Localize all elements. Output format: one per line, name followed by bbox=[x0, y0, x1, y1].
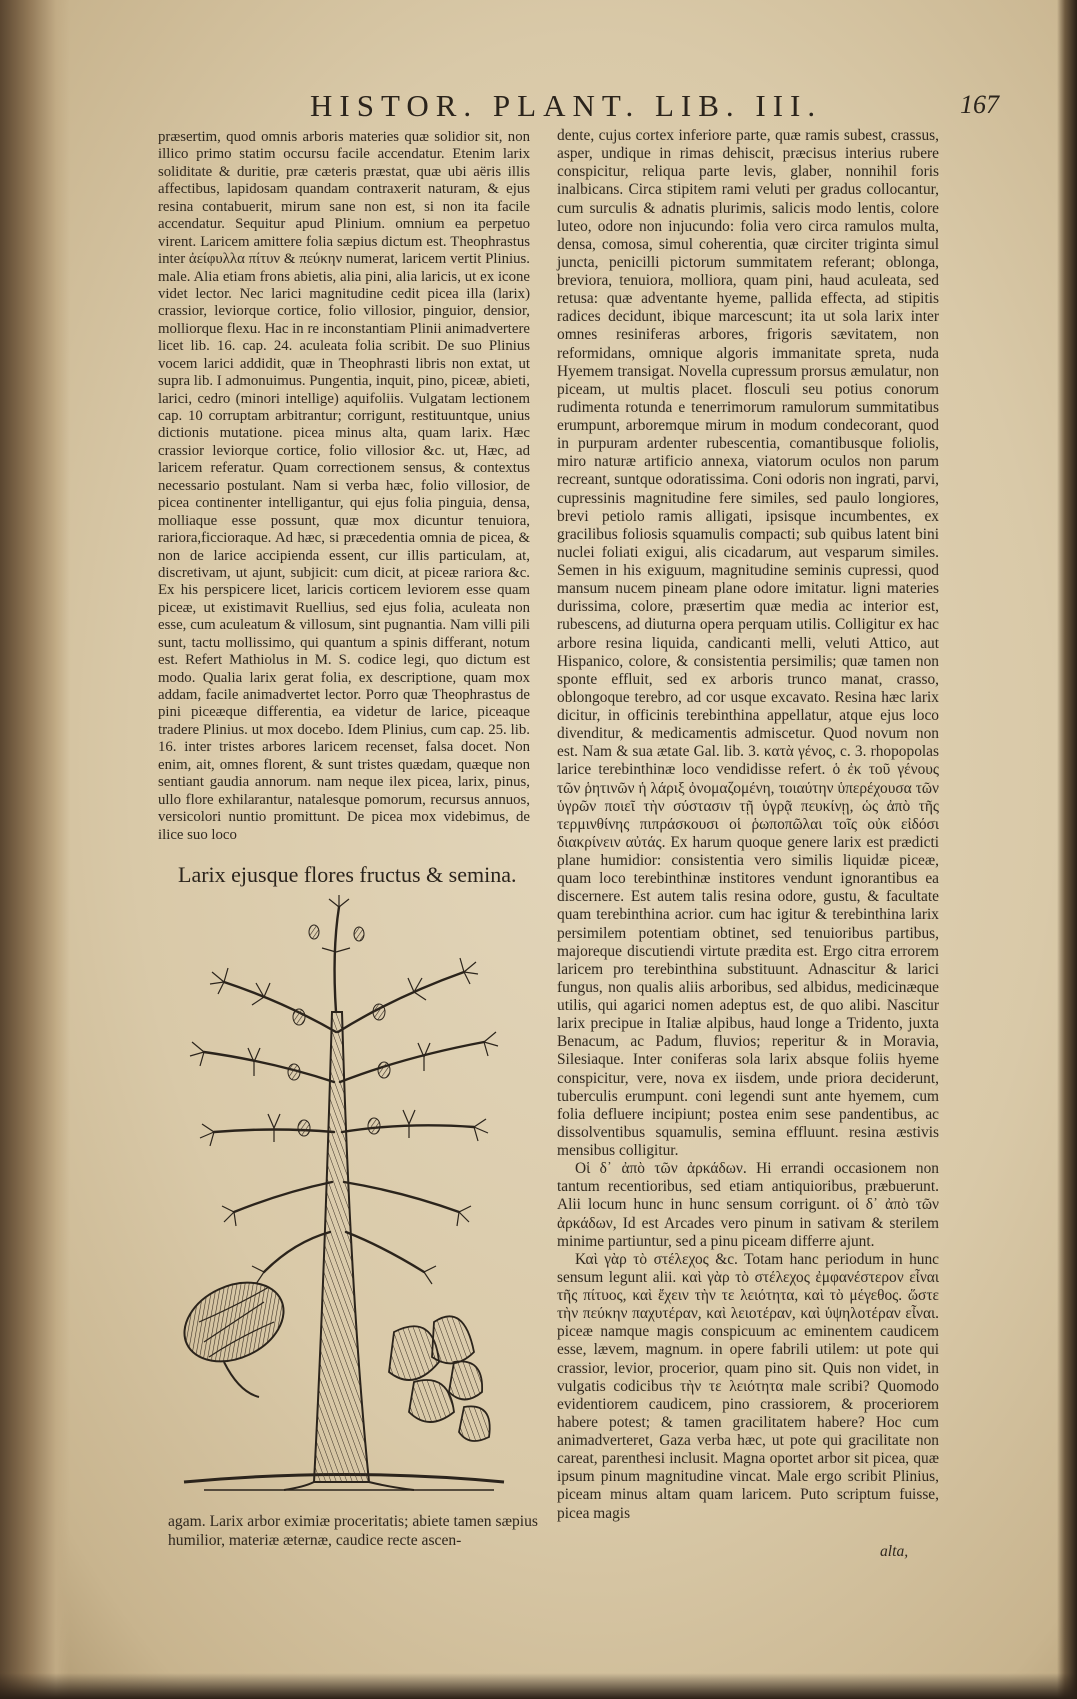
catchword: alta, bbox=[880, 1543, 909, 1560]
right-paragraph-1: dente, cujus cortex inferiore parte, quæ ramis subest, crassus, asper, undique in rimas dehiscit, præcisus interius rubere conspicitur, reliqua parte levis, glaber, nonnihil foris inalbicans. Circa stipitem rami veluti per gradus collocantur, cum surculis & adnatis plurimis, salicis modo lentis, colore luteo, odore non injucundo: folia vero circa ramulos multa, densa, comosa, simul coherentia, quæ circiter triginta simul juncta, penicilli pictorum summitatem referant; oblonga, breviora, tenuiora, molliora, quam pini, haud aculeata, sed retusa: quæ adventante hyeme, pallida effecta, ad stipitis radices decidunt, ibique marcescunt; ita ut sola larix inter omnes resiniferas arbores, frigoris sævitatem, non reformidans, omnique algoris immanitate spreta, nuda Hyemem transigat. Novella cupressum prorsus æmulatur, non piceam, ut multis placet. flosculi seu potius conorum rudimenta rotunda e tenerrimorum ramulorum summitatibus erumpunt, arboremque mirum in modum condecorant, quod in purpuram ardenter rubescentia, comantibusque foliolis, miro naturæ artificio annexa, viatorum oculos non parum recreant, suntque odoratissima. Coni odoris non ingrati, parvi, cupressinis magnitudine fere similes, sed paulo longiores, brevi petiolo ramis alligati, ipsisque incumbentes, ex gracilibus foliosis squamulis compacti; sub quibus latent bini nuclei foliati exigui, alis cicadarum, aut vesparum similes. Semen in his exiguum, magnitudine seminis cupressi, quod mansum nucem pineam plane odore imitatur. ligni materies durissima, colore, præsertim quæ media ac interior est, rubescens, ad diuturna opera perquam utilis. Colligitur ex hac arbore resina liquida, candicanti melli, veluti Attico, aut Hispanico, colore, & consistentia persimilis; quæ tamen non sponte effluit, sed ex arboris trunco manat, crasso, oblongoque terebro, ad cor usque excavato. Resina hæc larix dicitur, in officinis terebinthina appellatur, atque ejus loco divenditur, & medicamentis admiscetur. Quod novum non est. Nam & sua ætate Gal. lib. 3. κατὰ γένος, c. 3. rhopopolas larice terebinthinæ loco vendidisse refert. ὁ ἐκ τοῦ γένους τῶν ῥητινῶν ἡ λάριξ ὀνομαζομένη, τοιαύτην ὑπερέχουσα τῶν ὑγρῶν ποιεῖ τὴν σύστασιν τῇ ὑγρᾷ πευκίνῃ, ὡς ἀπὸ τῆς τερμινθίνης πιπράσκουσι οἱ ῥωποπῶλαι τοῖς οὐκ εἰδόσι διακρίνειν αὐτάς. Ex harum quoque genere larix est prædicti plane humidior: consistentia vero similis liquidæ piceæ, quam loco terebinthinæ institores vendunt ignorantibus ea discernere. Est autem talis resina odore, gustu, & facultate quam terebinthina acrior. cum hac igitur & terebinthina larix persimilem potentiam obtinet, sed tenuioribus partibus, majoreque discutiendi virtute prædita est. Ergo citra errorem laricem pro terebinthina substituunt. Adnascitur & larici fungus, non qualis aliis arboribus, sed albidus, medicinæque utilis, qui agarici nomen adeptus est, de quo alibi. Nascitur larix precipue in Italiæ alpibus, haud longe a Tridento, juxta Benacum, ac Padum, fluvios; reperitur & in Moravia, Silesiaque. Inter coniferas sola larix absque foliis hyeme conspicitur, vere, nova ex iisdem, unde priora deciderunt, tuberculis erumpunt. coni legendi sunt ante hyemem, cum folia defluere incipiunt; postea enim sese pandentibus, ac dissolventibus squamulis, semina effluunt. resina æstivis mensibus colligitur. bbox=[557, 127, 939, 1159]
larch-tree-illustration bbox=[164, 892, 524, 1499]
larch-tree-woodcut bbox=[164, 892, 524, 1499]
right-paragraph-2: Οἱ δ᾽ ἀπὸ τῶν ἀρκάδων. Hi errandi occasionem non tantum recentioribus, sed etiam antiquioribus, præbuerunt. Alii locum hunc in hunc sensum corrigunt. οἱ δ᾽ ἀπὸ τῶν ἀρκάδων, Id est Arcades vero pinum in sativam & sterilem minime partiuntur, sed a pinu piceam differre ajunt. bbox=[557, 1160, 939, 1250]
page-edge-right bbox=[1057, 0, 1077, 1699]
page-gutter-shadow bbox=[0, 0, 70, 1699]
running-head: HISTOR. PLANT. LIB. III. bbox=[310, 88, 823, 123]
larch-seeds-detail bbox=[389, 1316, 490, 1441]
page-edge-bottom bbox=[0, 1673, 1077, 1699]
figure-caption: agam. Larix arbor eximiæ proceritatis; abiete tamen sæpius humilior, materiæ æternæ, caudice recte ascen- bbox=[168, 1513, 538, 1549]
larch-cone-detail bbox=[172, 1267, 297, 1397]
left-column-text: præsertim, quod omnis arboris materies quæ solidior sit, non illico primo statim occursu facile accendatur. Etenim larix soliditate & duritie, præ cæteris præstat, quæ ubi aëris illis affectibus, lapidosam quandam contraxerit naturam, & ejus resina contabuerit, mirum sane non est, si non ita facile accendatur. Sequitur apud Plinium. omnium ea perpetuo virent. Laricem amittere folia sæpius dictum est. Theophrastus inter ἀείφυλλα πίτυν & πεύκην numerat, laricem vertit Plinius. male. Alia etiam frons abietis, alia pini, alia laricis, ut ex icone videt lector. Nec larici magnitudine cedit picea illa (larix) crassior, leviorque cortice, folio villosior, pinguior, densior, molliorque flexu. Hac in re inconstantiam Plinii animadvertere licet lib. 16. cap. 24. aculeata folia scribit. De suo Plinius vocem larici addidit, quæ in Theophrasti libris non extat, ut supra lib. I admonuimus. Pungentia, inquit, pino, piceæ, abieti, larici, cedro (minori intellige) aquifoliis. Vulgatam lectionem cap. 10 corruptam arbitrantur; corrigunt, restituuntque, unius dictionis mutatione. picea minus alta, quam larix. Hæc crassior leviorque cortice, folio villosior &c. ut, Hæc, ad laricem referatur. Quam correctionem sensus, & contextus necessario postulant. Nam si verba hæc, folio villosior, de picea continenter intelligantur, qui ejus folia pinguia, densa, molliaque esse possunt, quæ mox dicuntur tenuiora, rariora,ficcioraque. Ad hæc, si præcedentia omnia de picea, & non de larice accipienda essent, cur illis particulam, at, discretivam, ut ajunt, subjicit: cum dicit, at piceæ rariora &c. Ex his perspicere licet, laricis corticem leviorem esse quam piceæ, ut existimavit Ruellius, sed ejus folia, aculeata non esse, cum aculeatum & villosum, sint pugnantia. Nam villi pili sunt, tactu mollissimo, qui quantum a spinis differant, notum est. Refert Mathiolus in M. S. codice legi, quo dictum est modo. Qualia larix gerat folia, ex descriptione, quam mox addam, facile animadvertet lector. Porro quæ Theophrastus de pini piceæque differentia, ea videtur de larice, piceaque tradere Plinius. ut mox docebo. Idem Plinius, cum cap. 25. lib. 16. inter tristes arbores laricem recenset, falsa docet. Non enim, ait, omnes florent, & sunt tristes quædam, quæque non sentiant gaudia annorum. nam neque ilex picea, larix, pinus, ullo flore exhilarantur, natalesque pomorum, recursus annuos, versicolori nuntio promittunt. De picea mox videbimus, de ilice suo loco bbox=[158, 129, 530, 843]
right-paragraph-3: Καὶ γὰρ τὸ στέλεχος &c. Totam hanc periodum in hunc sensum legunt alii. καὶ γὰρ τὸ στέλεχος ἐμφανέστερον εἶναι τῆς πίτυος, καὶ ἔχειν τὴν τε λειότητα, καὶ τὸ μέγεθος. ὥστε τὴν πεύκην παχυτέραν, καὶ λειοτέραν, καὶ ὑψηλοτέραν εἶναι. piceæ namque magis conspicuum ac eminentem caudicem esse, lævem, magnum. in opere fabrili utilem: ut pote qui crassior, levior, procerior, quam pino sit. Quis non videt, in vulgatis codicibus τὴν τε λειότητα male scribi? Quomodo evidentiorem caudicem, pino crassiorem, & proceriorem habere potest; & tamen gracilitatem habere? Hoc cum animadverteret, Gaza verba hæc, ut pote qui gracilitate non careat, parenthesi inclusit. Magna oportet arbor sit picea, quæ ipsum pinum magnitudine vincat. Male ergo scribit Plinius, piceam minus altam quam laricem. Puto scriptum fuisse, picea magis bbox=[557, 1250, 939, 1522]
figure-title: Larix ejusque flores fructus & semina. bbox=[178, 862, 517, 887]
needle-tuft bbox=[210, 968, 228, 994]
page-number: 167 bbox=[960, 90, 999, 119]
left-column bbox=[158, 129, 530, 844]
right-column bbox=[557, 127, 939, 1523]
